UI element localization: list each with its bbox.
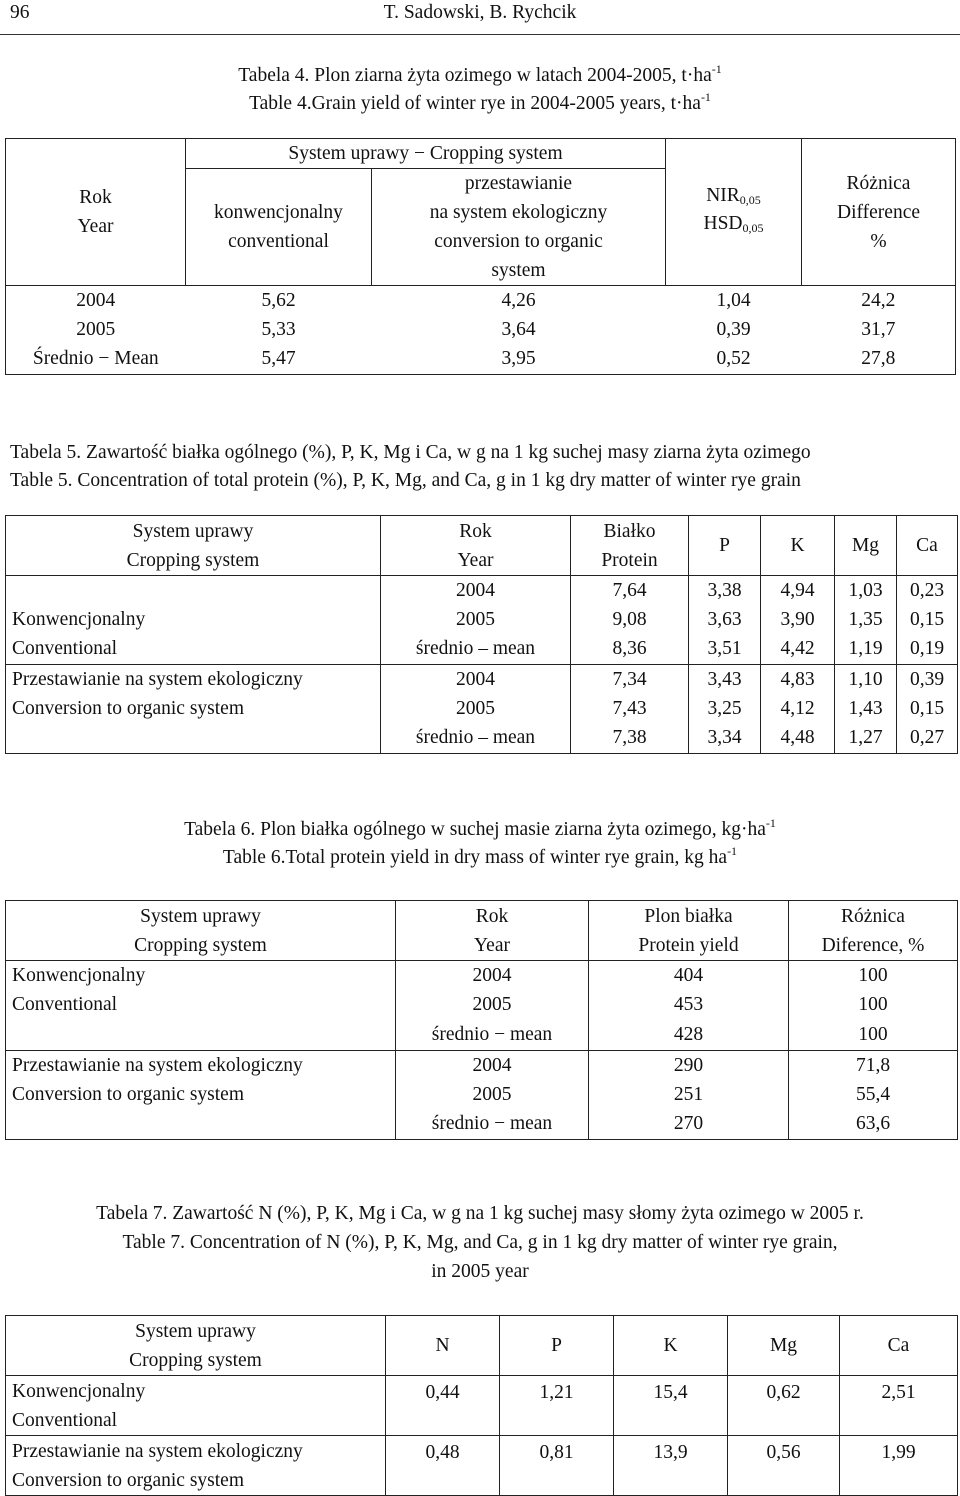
table6-caption-pl: Tabela 6. Plon białka ogólnego w suchej masie ziarna żyta ozimego, $kg\cdot ha^{-1}$ [184, 816, 776, 840]
table7-caption-pl: Tabela 7. Zawartość N (%), P, K, Mg i Ca, w g na 1 kg suchej masy słomy żyta ozimego w 2005 r. [96, 1203, 864, 1224]
table4-head-system: System uprawy − Cropping system [186, 139, 666, 169]
table5-group-label-en: Conventional [6, 634, 381, 664]
table6-group-label-pl: Przestawianie na system ekologiczny [6, 1050, 396, 1080]
table4 [5, 138, 956, 375]
table5 [5, 515, 958, 754]
table6-group-label-en: Conventional [6, 990, 396, 1019]
table7-head-n: N [386, 1316, 500, 1376]
table7-head-k: K [614, 1316, 728, 1376]
table7-head-ca: Ca [840, 1316, 958, 1376]
table4-head-conversion: przestawianie na system ekologiczny conversion to organic system [372, 169, 666, 286]
table7-head-system: System uprawy Cropping system [6, 1316, 386, 1376]
table4-head-nir: $NIR_{0,05}$ $HSD_{0,05}$ [666, 139, 802, 286]
table-row: Przestawianie na system ekologiczny 2004 290 71,8 [6, 1050, 958, 1080]
table5-head-p: P [689, 516, 761, 576]
table5-group-label-en: Conversion to organic system [6, 694, 381, 723]
table7 [5, 1315, 958, 1496]
table-row: średnio − mean 270 63,6 [6, 1109, 958, 1139]
table7-head-mg: Mg [728, 1316, 840, 1376]
table7-caption-en: Table 7. Concentration of N (%), P, K, Mg, and Ca, g in 1 kg dry matter of winter rye grain, [122, 1232, 838, 1253]
table-row: Konwencjonalny 2004 404 100 [6, 961, 958, 991]
table6-head-system: System uprawy Cropping system [6, 901, 396, 961]
table7-row-label: Przestawianie na system ekologiczny Conversion to organic system [6, 1436, 386, 1496]
table-row: 2004 7,64 3,38 4,94 1,03 0,23 [6, 576, 958, 606]
table5-caption-en: Table 5. Concentration of total protein (%), P, K, Mg, and Ca, g in 1 kg dry matter of winter rye grain [10, 470, 801, 491]
table4-head-year: Rok Year [6, 139, 186, 286]
table5-head-year: Rok Year [381, 516, 571, 576]
table6-group-label-pl: Konwencjonalny [6, 961, 396, 991]
table-row: Przestawianie na system ekologiczny 2004 7,34 3,43 4,83 1,10 0,39 [6, 664, 958, 694]
table4-caption-pl: Tabela 4. Plon ziarna żyta ozimego w latach 2004-2005, $t\cdot ha^{-1}$ [238, 62, 722, 86]
table5-head-ca: Ca [897, 516, 958, 576]
table-row: Conversion to organic system 2005 7,43 3,25 4,12 1,43 0,15 [6, 694, 958, 723]
table-row: 2004 5,62 4,26 1,04 24,2 [76, 290, 896, 311]
table-row: Konwencjonalny Conventional 0,44 1,21 15,4 0,62 2,51 [6, 1376, 958, 1436]
table4-caption-en: Table 4.Grain yield of winter rye in 2004-2005 years, $t\cdot ha^{-1}$ [249, 90, 711, 114]
table6-head-year: Rok Year [396, 901, 589, 961]
table-row: Conventional średnio – mean 8,36 3,51 4,42 1,19 0,19 [6, 634, 958, 664]
table-row: średnio − mean 428 100 [6, 1019, 958, 1050]
header-rule [0, 34, 960, 35]
table5-head-mg: Mg [835, 516, 897, 576]
table7-head-p: P [500, 1316, 614, 1376]
table5-head-protein: Białko Protein [571, 516, 689, 576]
table7-caption-en-line2: in 2005 year [431, 1261, 529, 1282]
page-number: 96 [10, 2, 30, 23]
table5-head-system: System uprawy Cropping system [6, 516, 381, 576]
running-head-authors: T. Sadowski, B. Rychcik [383, 2, 577, 23]
table-row: 2005 5,33 3,64 0,39 31,7 [76, 319, 896, 340]
table4-head-conventional: konwencjonalny conventional [186, 169, 372, 286]
table6-caption-en: Table 6.Total protein yield in dry mass of winter rye grain, kg $ha^{-1}$ [222, 844, 738, 868]
table-row: średnio – mean 7,38 3,34 4,48 1,27 0,27 [6, 723, 958, 753]
table-row: Średnio − Mean 5,47 3,95 0,52 27,8 [32, 348, 896, 370]
table6-head-difference: Różnica Diference, % [789, 901, 958, 961]
table5-group-label-pl: Przestawianie na system ekologiczny [6, 664, 381, 694]
table7-row-label: Konwencjonalny Conventional [6, 1376, 386, 1436]
table4-head-difference: Różnica Difference % [802, 139, 956, 286]
table-row: Przestawianie na system ekologiczny Conversion to organic system 0,48 0,81 13,9 0,56 1,99 [6, 1436, 958, 1496]
table5-group-label-pl: Konwencjonalny [6, 605, 381, 634]
table5-head-k: K [761, 516, 835, 576]
table-row: Conversion to organic system 2005 251 55,4 [6, 1080, 958, 1109]
table6-group-label-en: Conversion to organic system [6, 1080, 396, 1109]
table-row: Conventional 2005 453 100 [6, 990, 958, 1019]
table6-head-protein-yield: Plon białka Protein yield [589, 901, 789, 961]
table6 [5, 900, 958, 1140]
table-row: Konwencjonalny 2005 9,08 3,63 3,90 1,35 0,15 [6, 605, 958, 634]
table5-caption-pl: Tabela 5. Zawartość białka ogólnego (%), P, K, Mg i Ca, w g na 1 kg suchej masy ziarna żyta ozimego [10, 442, 811, 463]
